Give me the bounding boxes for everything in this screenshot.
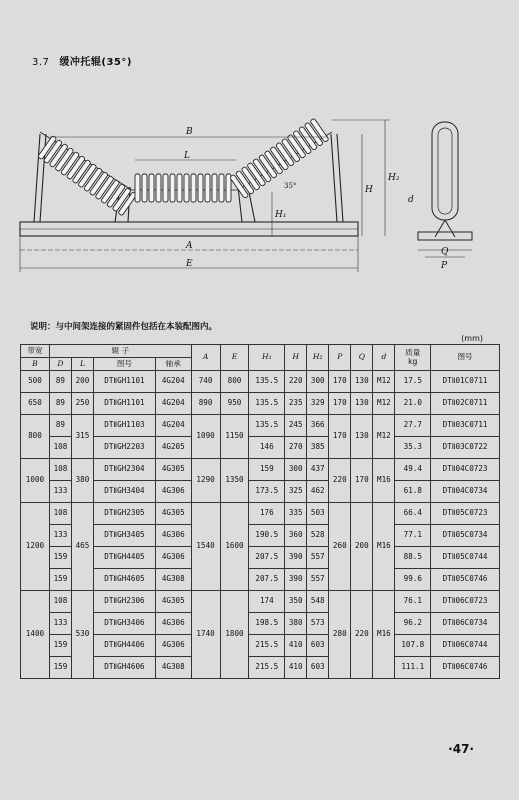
center-rollers: [135, 174, 231, 202]
label-H1: H₁: [275, 210, 287, 220]
col-E: E: [220, 345, 249, 371]
col-P: P: [329, 345, 351, 371]
page-number: ·47·: [448, 742, 474, 756]
assembly-note: 说明：与中间架连接的紧固件包括在本装配图内。: [30, 322, 218, 332]
label-L: L: [184, 151, 190, 161]
col-A: A: [191, 345, 220, 371]
table-row: 133 DTⅡGH3405 4G306 190.5 360 528 77.1 DTⅡ05C0734: [21, 525, 500, 547]
section-number: 3.7: [32, 57, 50, 68]
label-angle: 35°: [284, 182, 297, 190]
table-row: 1200 108 465 DTⅡGH2305 4G305 1540 1600 176 335 503 260 200 M16 66.4 DTⅡ05C0723: [21, 503, 500, 525]
col-L: L: [71, 358, 93, 371]
table-row: 133 DTⅡGH3404 4G306 173.5 325 462 61.8 DTⅡ04C0734: [21, 481, 500, 503]
side-view: [418, 122, 472, 257]
table-row: 1400 108 530 DTⅡGH2306 4G305 1740 1800 174 350 548 280 220 M16 76.1 DTⅡ06C0723: [21, 591, 500, 613]
label-P: P: [441, 261, 448, 271]
label-H2: H₂: [388, 173, 400, 183]
table-row: 108 DTⅡGH2203 4G205 146 270 385 35.3 DTⅡ03C0722: [21, 437, 500, 459]
label-Q: Q: [441, 247, 449, 257]
col-H1: H₁: [249, 345, 285, 371]
col-H: H: [285, 345, 307, 371]
spec-table: [20, 344, 500, 679]
right-support: [331, 134, 337, 222]
col-roller-group: 辊 子: [49, 345, 191, 358]
col-drawing-no: 图号: [94, 358, 156, 371]
left-wing-rollers: [38, 135, 137, 215]
col-bearing: 轴承: [155, 358, 191, 371]
left-support: [34, 134, 40, 222]
col-belt-width: 带宽: [21, 345, 50, 358]
table-row: 133 DTⅡGH3406 4G306 198.5 380 573 96.2 DTⅡ06C0734: [21, 613, 500, 635]
table-row: 1000 108 380 DTⅡGH2304 4G305 1290 1350 159 300 437 220 170 M16 49.4 DTⅡ04C0723: [21, 459, 500, 481]
table-row: 159 DTⅡGH4405 4G306 207.5 390 557 88.5 DTⅡ05C0744: [21, 547, 500, 569]
table-row: 650 89 250 DTⅡGH1101 4G204 890 950 135.5 235 329 170 130 M12 21.0 DTⅡ02C0711: [21, 393, 500, 415]
label-B: B: [186, 127, 193, 137]
table-row: 800 89 315 DTⅡGH1103 4G204 1090 1150 135.5 245 366 170 130 M12 27.7 DTⅡ03C0711: [21, 415, 500, 437]
table-row: 159 DTⅡGH4406 4G306 215.5 410 603 107.8 DTⅡ06C0744: [21, 635, 500, 657]
col-d: d: [373, 345, 395, 371]
table-row: 500 89 200 DTⅡGH1101 4G204 740 800 135.5 220 300 170 130 M12 17.5 DTⅡ01C0711: [21, 371, 500, 393]
col-mass: 质量 kg: [395, 345, 431, 371]
section-name: 缓冲托辊(35°): [59, 57, 132, 68]
col-H2: H₂: [307, 345, 329, 371]
label-E: E: [186, 259, 193, 269]
label-A: A: [186, 241, 193, 251]
col-B: B: [21, 358, 50, 371]
unit-label: (mm): [461, 334, 483, 343]
table-row: 159 DTⅡGH4605 4G308 207.5 390 557 99.6 DTⅡ05C0746: [21, 569, 500, 591]
table-row: 159 DTⅡGH4606 4G308 215.5 410 603 111.1 DTⅡ06C0746: [21, 657, 500, 679]
roller-assembly-drawing: [10, 92, 510, 307]
section-title: [32, 53, 132, 68]
right-wing-rollers: [230, 118, 329, 198]
col-D: D: [49, 358, 71, 371]
col-Q: Q: [351, 345, 373, 371]
label-H: H: [365, 185, 373, 195]
col-fig-no: 图号: [431, 345, 500, 371]
label-d: d: [408, 195, 414, 205]
